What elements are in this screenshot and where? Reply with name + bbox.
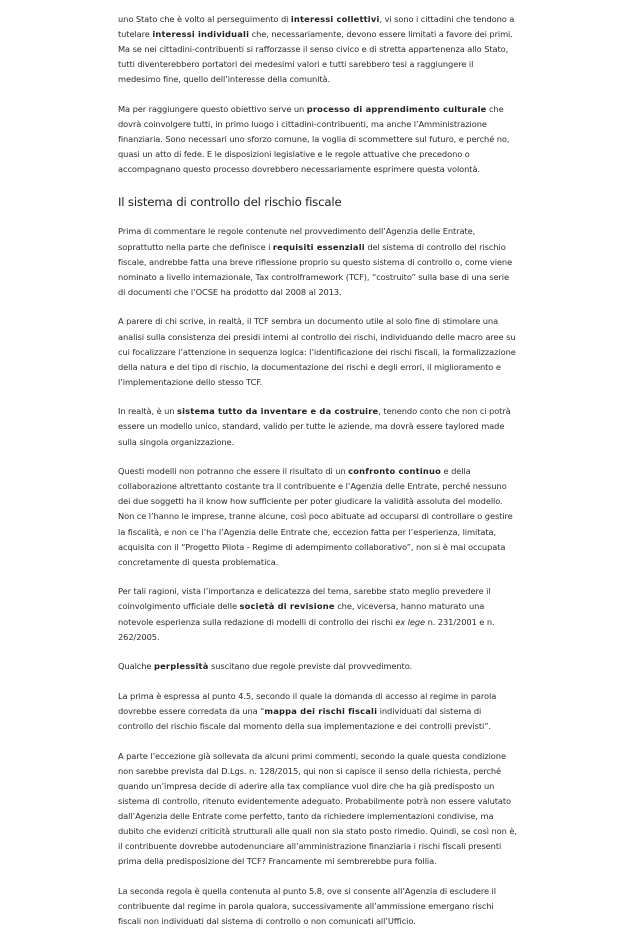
text-run: che dovrà coinvolgere tutti, in primo luogo i cittadini-contribuenti, ma anche l’Amministrazione finanziaria. Sono necessari uno sforzo comune, la voglia di scommettere sul futuro, e perché no, quasi un atto di fede. E le disposizioni legislative e le regole attuative che precedono o accompagnano questo processo dovrebbero necessariamente esprimere questa volontà. [118, 103, 510, 175]
paragraph [118, 102, 518, 177]
paragraph [118, 884, 518, 929]
bold-phrase: società di revisione [239, 601, 335, 612]
intro-section [118, 12, 518, 177]
paragraph [118, 12, 518, 87]
text-run: La seconda regola è quella contenuta al punto 5.8, ove si consente all’Agenzia di escludere il contribuente dal regime in parola qualora, successivamente all’ammissione emergano rischi fiscali non individuati dal sistema di controllo o non comunicati all’Ufficio. [118, 885, 496, 926]
bold-phrase: sistema tutto da inventare e da costruire [176, 406, 379, 417]
paragraph [118, 689, 518, 734]
text-run: che, viceversa, hanno maturato una notevole esperienza sulla redazione di modelli di controllo dei rischi [118, 601, 485, 627]
text-run: suscitano due regole previste dal provvedimento. [208, 661, 413, 672]
body-section [118, 224, 518, 929]
text-run: individuati dal sistema di controllo del rischio fiscale dal momento della sua implementazione e dei controlli previsti”. [118, 705, 491, 731]
bold-phrase: confronto continuo [348, 466, 441, 477]
paragraph [118, 404, 518, 449]
text-run: Ma per raggiungere questo obiettivo serve un [118, 103, 307, 114]
bold-phrase: interessi collettivi [290, 14, 380, 24]
paragraph [118, 659, 518, 674]
text-run: uno Stato che è volto al perseguimento di [118, 14, 291, 24]
italic-phrase: ex lege [395, 616, 426, 627]
text-run: A parte l’eccezione già sollevata da alcuni primi commenti, secondo la quale questa condizione non sarebbe prevista dal D.Lgs. n. 128/2015, qui non si capisce il senso della richiesta, perché quando un’impresa decide di aderire alla tax compliance vuol dire che ha già predisposto un sistema di controllo, ritenuto evidentemente adeguato. Probabilmente potrà non essere valutato dall’Agenzia delle Entrate come perfetto, tanto da richiedere implementazioni condivise, ma dubito che evidenzi criticità strutturali alle quali non sia stato posto rimedio. Quindi, se così non è, il contribuente dovrebbe autodenunciare all’amministrazione finanziaria i rischi fiscali presenti prima della predisposizione del TCF? Francamente mi sembrerebbe pura follia. [118, 750, 517, 867]
bold-phrase: interessi individuali [152, 29, 250, 40]
text-run: e della collaborazione altrettanto costante tra il contribuente e l’Agenzia delle Entrate, perché nessuno dei due soggetti ha il know how sufficiente per poter giudicare la validità assoluta del modello. Non ce l’hanno le imprese, tranne alcune, così poco abituate ad occuparsi di controllare o gestire la fiscalità, e non ce l’ha l’Agenzia delle Entrate che, eccezion fatta per l’esperienza, limitata, acquisita con il “Progetto Pilota - Regime di adempimento collaborativo”, non si è mai occupata concretamente di questa problematica. [118, 466, 513, 567]
section-heading: Il sistema di controllo del rischio fiscale [118, 195, 342, 210]
bold-phrase: perplessità [153, 661, 209, 672]
document-page [118, 12, 518, 929]
paragraph [118, 584, 518, 644]
paragraph [118, 224, 518, 299]
text-run: n. 231/2001 e n. 262/2005. [118, 616, 495, 642]
paragraph [118, 314, 518, 389]
text-run: del sistema di controllo del rischio fiscale, andrebbe fatta una breve riflessione proprio su questo sistema di controllo o, come viene nominato a livello internazionale, Tax controlframework (TCF), “costruito” sulla base di una serie di documenti che l’OCSE ha prodotto dal 2008 al 2013. [118, 241, 513, 297]
text-run: A parere di chi scrive, in realtà, il TCF sembra un documento utile al solo fine di stimolare una analisi sulla consistenza dei presidi interni al controllo dei rischi, individuando delle macro aree su cui focalizzare l’attenzione in sequenza logica: l’identificazione dei rischi fiscali, la formalizzazione della natura e del tipo di rischio, la documentazione dei rischi e degli errori, il miglioramento e l’implementazione dello stesso TCF. [118, 316, 516, 387]
text-run: che, necessariamente, devono essere limitati a favore dei primi. Ma se nei cittadini-contribuenti si rafforzasse il senso civico e di stretta appartenenza allo Stato, tutti diventerebbero portatori dei medesimi valori e tutti sarebbero tesi a raggiungere il medesimo fine, quello dell’interesse della comunità. [118, 29, 513, 85]
bold-phrase: processo di apprendimento culturale [306, 103, 487, 114]
text-run: Prima di commentare le regole contenute nel provvedimento dell’Agenzia delle Entrate, soprattutto nella parte che definisce i [118, 226, 476, 252]
bold-phrase: requisiti essenziali [272, 241, 365, 252]
paragraph [118, 464, 518, 570]
text-run: , tenendo conto che non ci potrà essere un modello unico, standard, valido per tutte le aziende, ma dovrà essere taylored made sulla singola organizzazione. [118, 406, 511, 447]
text-run: In realtà, è un [118, 406, 177, 417]
text-run: Qualche [118, 661, 154, 672]
text-run: Per tali ragioni, vista l’importanza e delicatezza del tema, sarebbe stato meglio prevedere il coinvolgimento ufficiale delle [118, 586, 491, 612]
text-run: , vi sono i cittadini che tendono a tutelare [118, 14, 515, 40]
paragraph [118, 749, 518, 870]
bold-phrase: mappa dei rischi fiscali [264, 705, 378, 716]
text-run: La prima è espressa al punto 4.5, secondo il quale la domanda di accesso al regime in parola dovrebbe essere corredata da una “ [118, 690, 497, 716]
text-run: Questi modelli non potranno che essere il risultato di un [118, 466, 349, 477]
